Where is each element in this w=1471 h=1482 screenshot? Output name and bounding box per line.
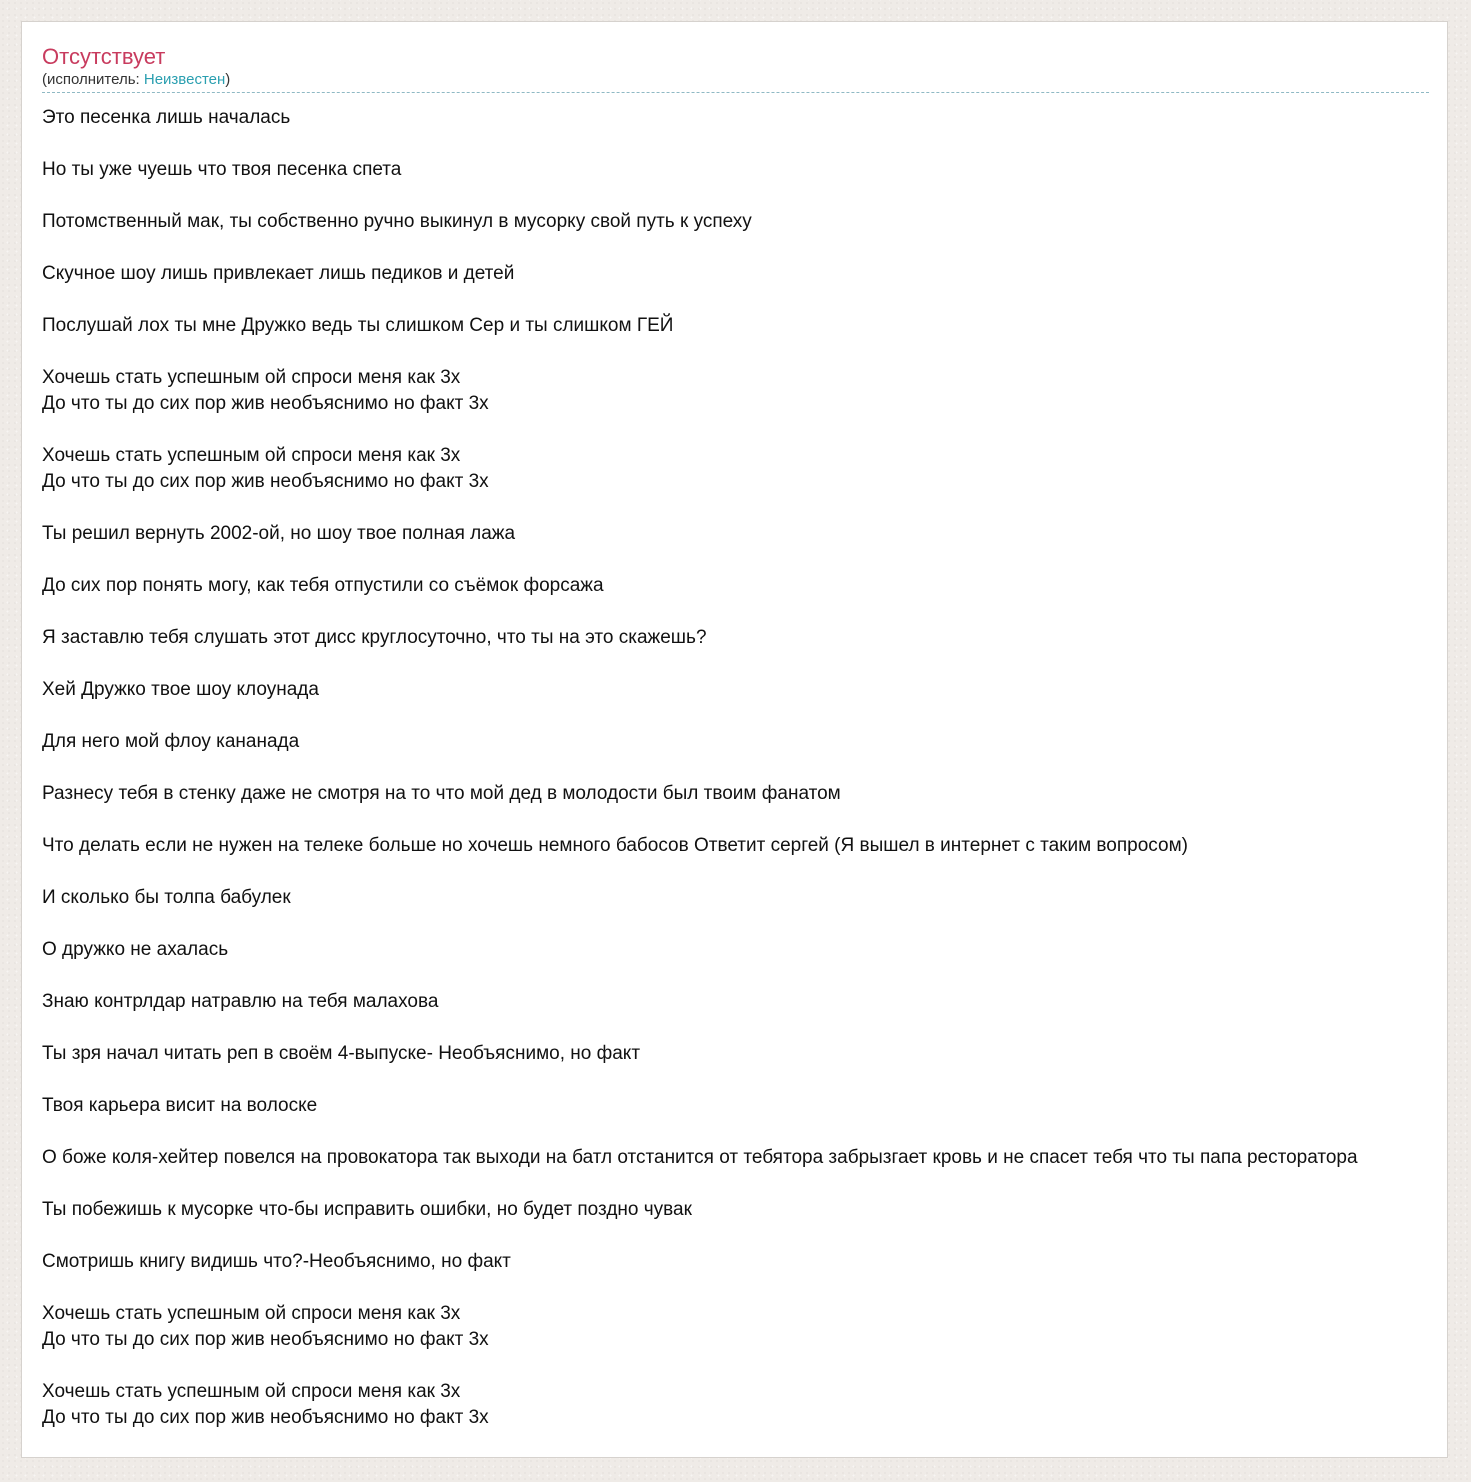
lyrics-stanza xyxy=(42,885,1358,911)
lyrics-text xyxy=(42,105,1358,1457)
lyrics-stanza xyxy=(42,313,1358,339)
lyrics-line: И сколько бы толпа бабулек xyxy=(42,887,291,908)
lyrics-line: Я заставлю тебя слушать этот дисс круглосуточно, что ты на это скажешь? xyxy=(42,627,707,648)
artist-link[interactable]: Неизвестен xyxy=(143,71,226,88)
lyrics-stanza xyxy=(42,157,1358,183)
lyrics-stanza xyxy=(42,989,1358,1015)
lyrics-stanza xyxy=(42,209,1358,235)
lyrics-line: До что ты до сих пор жив необъяснимо но факт 3х xyxy=(42,1407,489,1428)
lyrics-line: О боже коля-хейтер повелся на провокатора так выходи на батл отстанится от тебятора забрызгает кровь и не спасет тебя что ты папа ресторатора xyxy=(42,1147,1358,1168)
lyrics-line: О дружко не ахалась xyxy=(42,939,229,960)
lyrics-stanza xyxy=(42,1093,1358,1119)
lyrics-line: Но ты уже чуешь что твоя песенка спета xyxy=(42,159,402,180)
lyrics-line: Хочешь стать успешным ой спроси меня как 3х xyxy=(42,445,461,466)
lyrics-line: Хочешь стать успешным ой спроси меня как 3х xyxy=(42,1303,461,1324)
lyrics-line: До что ты до сих пор жив необъяснимо но факт 3х xyxy=(42,1329,489,1350)
lyrics-line: Это песенка лишь началась xyxy=(42,107,291,128)
lyrics-stanza xyxy=(42,261,1358,287)
lyrics-stanza xyxy=(42,833,1358,859)
lyrics-line: Хей Дружко твое шоу клоунада xyxy=(42,679,319,700)
lyrics-stanza xyxy=(42,1041,1358,1067)
lyrics-line: Послушай лох ты мне Дружко ведь ты слишком Сер и ты слишком ГЕЙ xyxy=(42,315,674,336)
lyrics-stanza xyxy=(42,573,1358,599)
artist-line xyxy=(42,70,1429,90)
lyrics-stanza xyxy=(42,443,1358,495)
song-header xyxy=(42,44,1429,93)
lyrics-line: Смотришь книгу видишь что?-Необъяснимо, но факт xyxy=(42,1251,511,1272)
lyrics-stanza xyxy=(42,521,1358,547)
lyrics-line: Потомственный мак, ты собственно ручно выкинул в мусорку свой путь к успеху xyxy=(42,211,752,232)
lyrics-line: Разнесу тебя в стенку даже не смотря на то что мой дед в молодости был твоим фанатом xyxy=(42,783,841,804)
lyrics-card xyxy=(21,21,1448,1458)
artist-prefix: (исполнитель: xyxy=(42,71,144,88)
lyrics-stanza xyxy=(42,937,1358,963)
lyrics-stanza xyxy=(42,365,1358,417)
lyrics-line: Для него мой флоу кананада xyxy=(42,731,300,752)
lyrics-line: Ты побежишь к мусорке что-бы исправить ошибки, но будет поздно чувак xyxy=(42,1199,692,1220)
lyrics-stanza xyxy=(42,1197,1358,1223)
lyrics-stanza xyxy=(42,677,1358,703)
lyrics-stanza xyxy=(42,1379,1358,1431)
lyrics-stanza xyxy=(42,781,1358,807)
lyrics-line: Хочешь стать успешным ой спроси меня как 3х xyxy=(42,367,461,388)
lyrics-stanza xyxy=(42,1145,1358,1171)
lyrics-line: Твоя карьера висит на волоске xyxy=(42,1095,318,1116)
lyrics-line: До что ты до сих пор жив необъяснимо но факт 3х xyxy=(42,393,489,414)
artist-suffix: ) xyxy=(225,71,231,88)
lyrics-line: Ты зря начал читать реп в своём 4-выпуске- Необъяснимо, но факт xyxy=(42,1043,641,1064)
lyrics-line: Хочешь стать успешным ой спроси меня как 3х xyxy=(42,1381,461,1402)
lyrics-line: Скучное шоу лишь привлекает лишь педиков и детей xyxy=(42,263,515,284)
lyrics-line: Знаю контрлдар натравлю на тебя малахова xyxy=(42,991,439,1012)
lyrics-stanza xyxy=(42,105,1358,131)
lyrics-line: Ты решил вернуть 2002-ой, но шоу твое полная лажа xyxy=(42,523,516,544)
lyrics-line: До что ты до сих пор жив необъяснимо но факт 3х xyxy=(42,471,489,492)
lyrics-stanza xyxy=(42,1249,1358,1275)
song-title: Отсутствует xyxy=(42,44,166,69)
lyrics-line: Что делать если не нужен на телеке больше но хочешь немного бабосов Ответит сергей (Я вышел в интернет с таким вопросом) xyxy=(42,835,1188,856)
lyrics-stanza xyxy=(42,625,1358,651)
lyrics-stanza xyxy=(42,729,1358,755)
lyrics-stanza xyxy=(42,1301,1358,1353)
lyrics-line: До сих пор понять могу, как тебя отпустили со съёмок форсажа xyxy=(42,575,604,596)
